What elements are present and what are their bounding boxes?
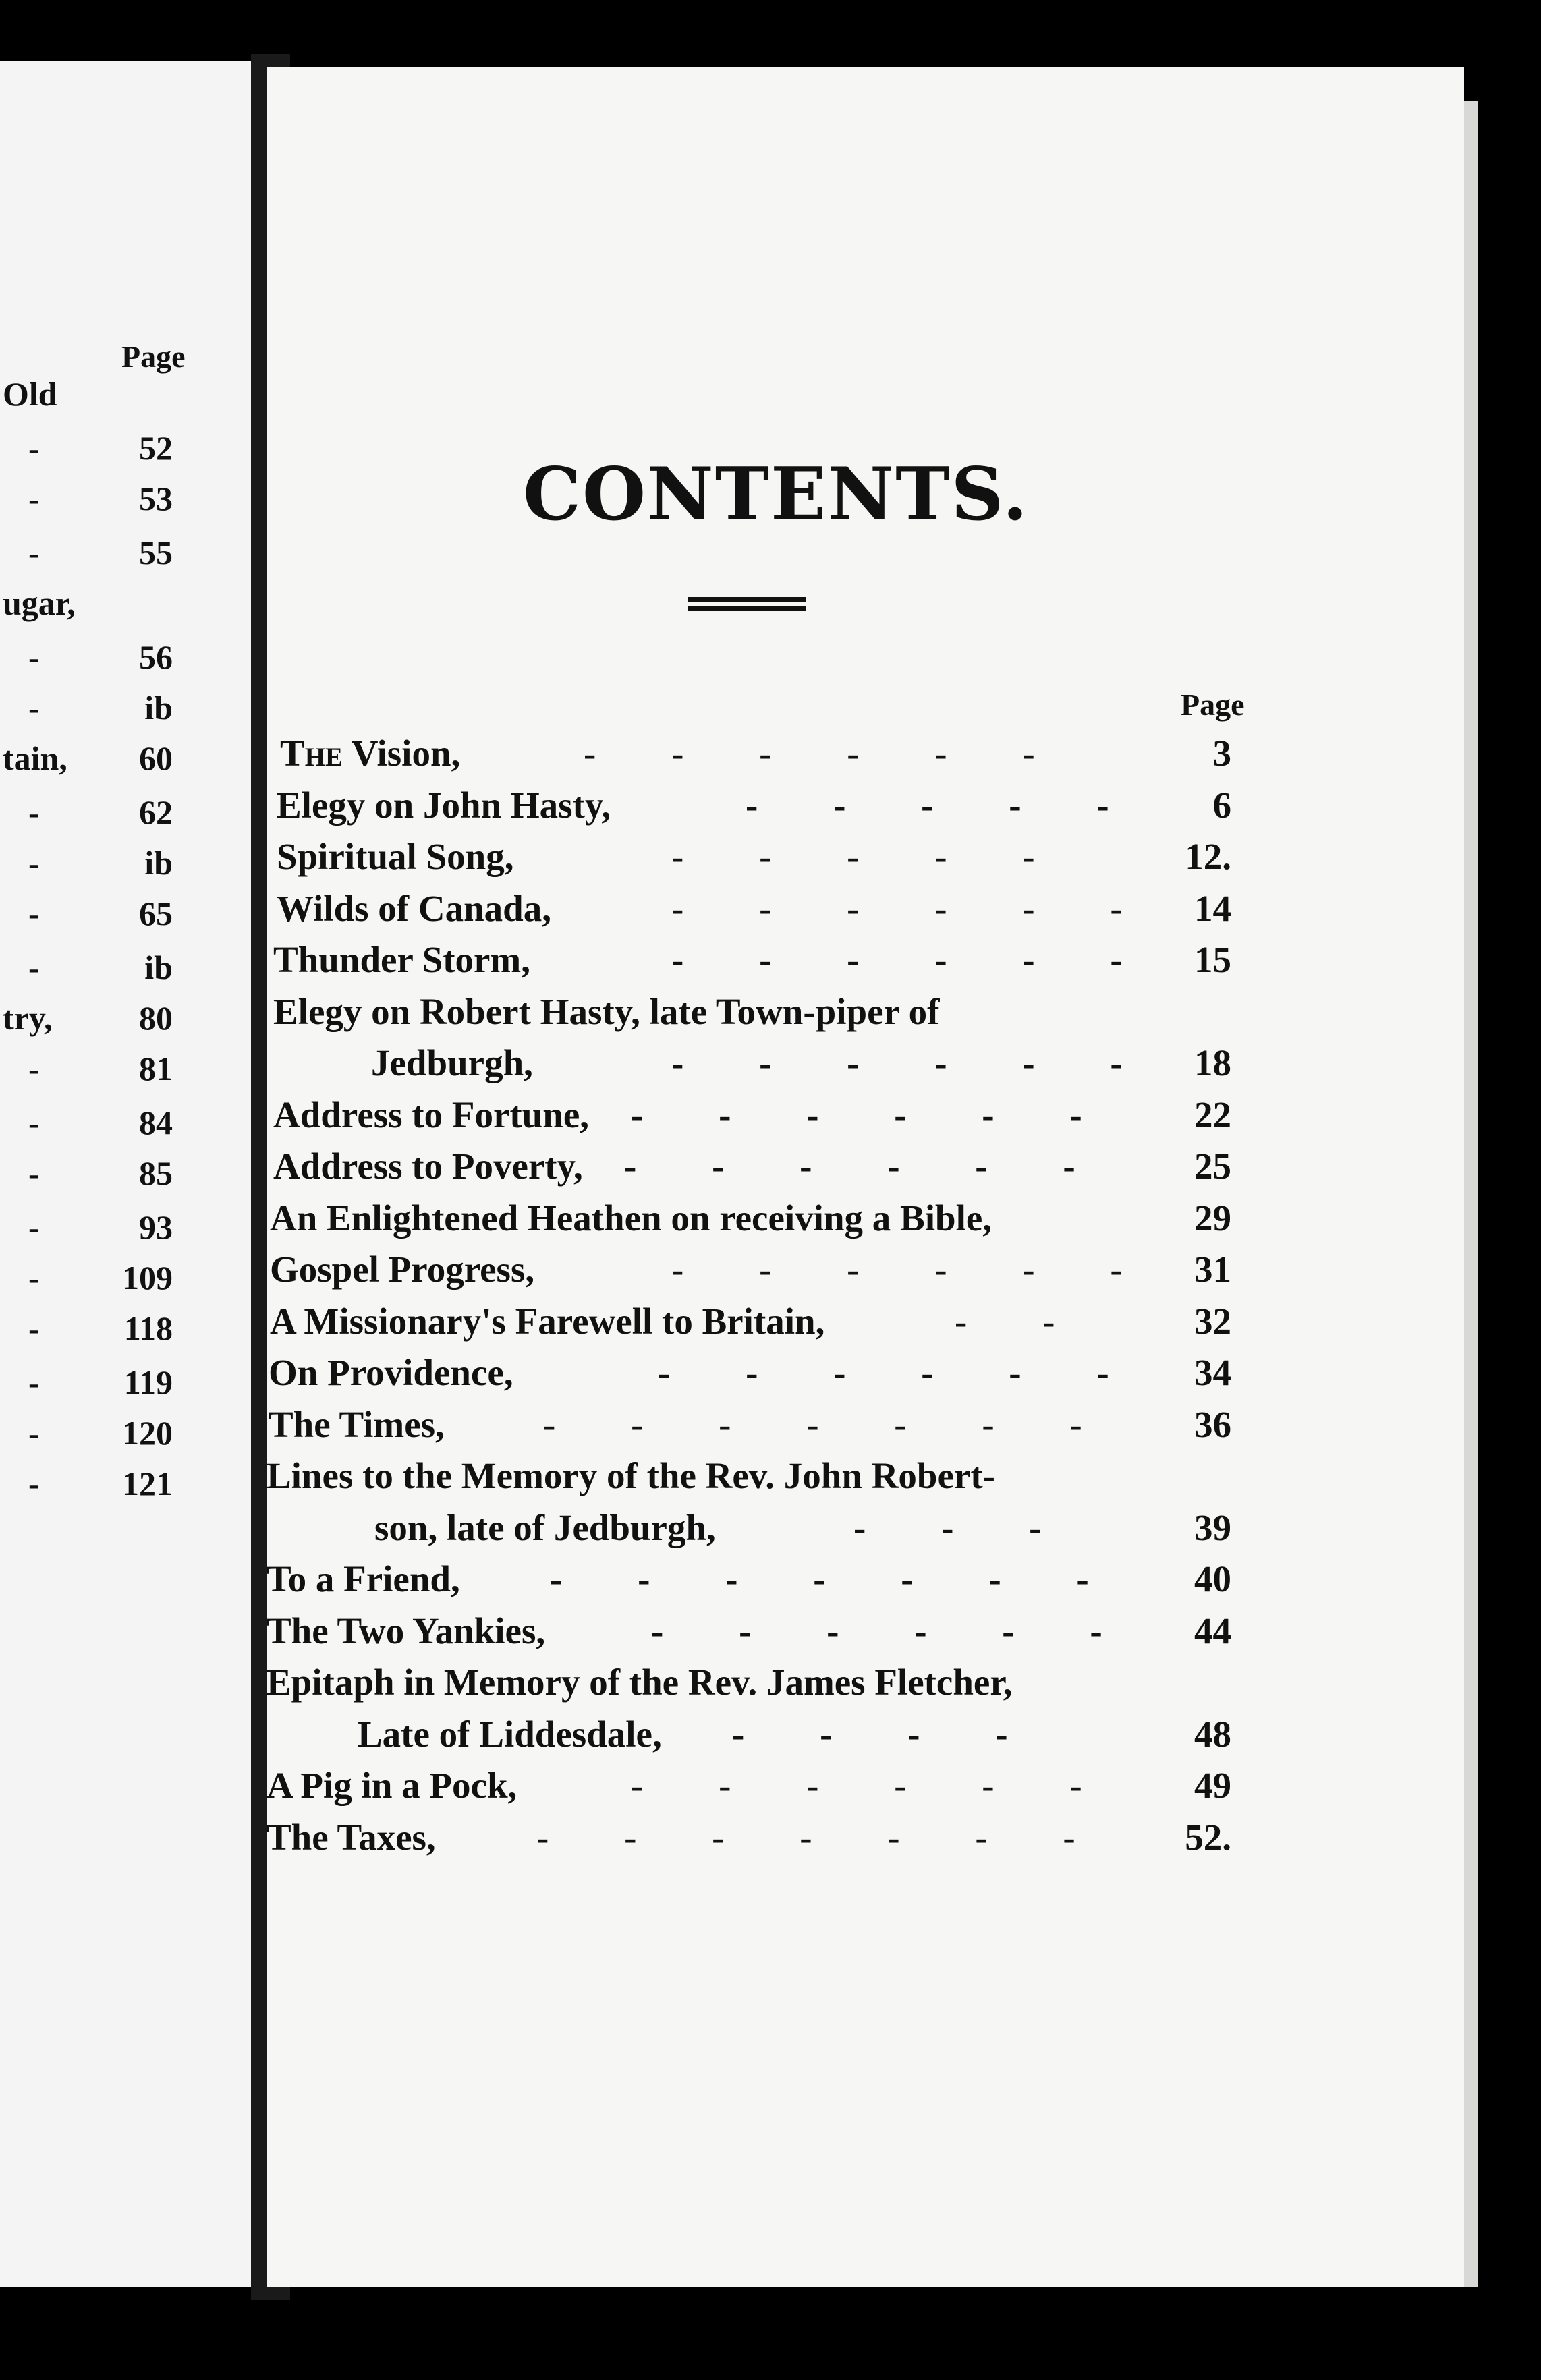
contents-entry-page: 39 [1194,1506,1231,1548]
contents-entry [267,1248,1231,1298]
contents-entry [267,732,1231,782]
left-item-page: 56 [139,638,173,676]
left-list-item [0,584,202,636]
left-item-leader: - [28,1465,40,1502]
left-item-leader: - [28,480,40,517]
contents-entry-page: 44 [1194,1610,1231,1651]
left-item-page: 60 [139,739,173,777]
contents-entry-leader: - - - - - - [658,1352,1109,1393]
contents-entry-leader: - - - - - - [624,1145,1075,1187]
contents-entry [267,1661,1231,1711]
left-item-leader: - [28,844,40,882]
left-item-page: 85 [139,1154,173,1192]
contents-page [267,67,1464,2287]
contents-entry-page: 31 [1194,1249,1231,1290]
contents-entry-leader: - - - - - [746,784,1109,826]
contents-entry-page: 29 [1194,1197,1231,1239]
left-item-leader: - [28,429,40,467]
left-list-item [0,793,202,845]
left-item-page: 62 [139,793,173,831]
contents-entry [267,1764,1231,1814]
left-item-leader: - [28,534,40,571]
left-list-item [0,1258,202,1311]
contents-entry [267,887,1231,937]
contents-entry-page: 6 [1212,784,1231,826]
left-item-page: 118 [123,1309,173,1347]
left-item-page: 53 [139,480,173,517]
left-item-page: 120 [122,1414,173,1452]
left-list-item [0,948,202,1000]
contents-entry-leader: - - - - - - [671,939,1123,980]
contents-entry [267,1403,1231,1453]
contents-entry-title: On Providence, [269,1352,513,1393]
contents-entry [267,1094,1231,1143]
left-list-item [0,1103,202,1156]
left-item-leader: - [28,638,40,676]
left-list-item [0,533,202,586]
contents-entry-title: Elegy on Robert Hasty, late Town-piper of [273,990,940,1032]
left-item-leader: - [28,1259,40,1297]
contents-entry-page: 49 [1194,1765,1231,1806]
contents-entry-title: The Taxes, [267,1816,436,1858]
contents-entry-leader: - - - - - - [671,1249,1123,1290]
contents-entry-title: A Pig in a Pock, [267,1765,517,1806]
left-list-item [0,1154,202,1206]
contents-entry-title: Late of Liddesdale, [358,1713,662,1755]
contents-entry-title: To a Friend, [267,1558,460,1599]
left-item-page: 84 [139,1104,173,1141]
left-item-page: 121 [122,1465,173,1502]
contents-entry-leader: - - - - - - [671,1042,1123,1083]
contents-entry-page: 36 [1194,1403,1231,1445]
left-item-leader: - [28,948,40,986]
left-item-page: 93 [139,1208,173,1246]
left-item-page: ib [144,689,173,727]
left-list-item [0,688,202,741]
contents-entry-leader: - - - - - - - [550,1558,1089,1599]
contents-entry-title: Elegy on John Hasty, [277,784,611,826]
entry-small-caps: he [304,733,343,774]
left-item-fragment: Old [3,375,57,413]
left-list-item [0,479,202,532]
contents-entry-leader: - - - - [732,1713,1008,1755]
contents-entry [267,1351,1231,1401]
left-item-leader: - [28,1050,40,1087]
left-list-item [0,1049,202,1102]
contents-title: CONTENTS. [523,452,1030,537]
contents-entry-page: 32 [1194,1300,1231,1342]
left-list-item [0,638,202,690]
left-item-fragment: ugar, [3,584,76,622]
left-item-page: 81 [139,1050,173,1087]
contents-entry-title: Address to Fortune, [273,1094,590,1135]
left-list-item [0,428,202,481]
contents-entry [267,1300,1231,1350]
contents-entry [267,1506,1231,1556]
contents-entry-page: 18 [1194,1042,1231,1083]
contents-entry-title: Jedburgh, [371,1042,533,1083]
left-list-item [0,374,202,427]
contents-entry [267,835,1231,885]
left-item-page: 52 [139,429,173,467]
contents-entry-leader: - - - - - - [631,1765,1082,1806]
contents-entry-title: Spiritual Song, [277,836,514,877]
left-item-leader: - [28,1309,40,1347]
left-list-item [0,998,202,1051]
left-facing-page [0,61,251,2287]
contents-entry [267,1558,1231,1608]
contents-entry-title: son, late of Jedburgh, [374,1506,716,1548]
contents-entry-title: An Enlightened Heathen on receiving a Bible, [270,1197,992,1239]
contents-entry-page: 40 [1194,1558,1231,1599]
left-item-leader: - [28,1414,40,1452]
contents-entry-leader: - - - [853,1506,1042,1548]
left-item-leader: - [28,1104,40,1141]
contents-entry [267,1197,1231,1247]
contents-entry-page: 22 [1194,1094,1231,1135]
contents-entry [267,1816,1231,1866]
contents-entry [267,1042,1231,1092]
contents-entry-leader: - - - - - - - [543,1403,1082,1445]
contents-entry [267,938,1231,988]
entry-initial: T [280,733,305,774]
left-item-page: 55 [139,534,173,571]
left-item-page: 119 [123,1363,173,1401]
left-item-fragment: try, [3,999,53,1037]
left-item-page: 65 [139,895,173,932]
left-item-leader: - [28,1208,40,1246]
contents-entry-title: The Two Yankies, [267,1610,546,1651]
contents-entry-leader: - - - - - - [671,887,1123,929]
contents-entry [267,1610,1231,1660]
left-list-item [0,1208,202,1260]
contents-entry-title: A Missionary's Farewell to Britain, [270,1300,825,1342]
page-column-label: Page [1181,687,1245,722]
contents-entry-page: 25 [1194,1145,1231,1187]
contents-entry-title: Wilds of Canada, [277,887,552,929]
left-item-leader: - [28,689,40,727]
left-list-item [0,843,202,896]
contents-entry-title: Epitaph in Memory of the Rev. James Fletcher, [267,1662,1013,1703]
contents-entry-leader: - - - - - - [631,1094,1082,1135]
left-list-item [0,1309,202,1361]
left-item-page: 109 [122,1259,173,1297]
contents-entry-leader: - - - - - - [584,733,1035,774]
contents-entry [267,1454,1231,1504]
contents-entry-page: 15 [1194,939,1231,980]
contents-entry-title: The Times, [269,1403,445,1445]
entry-text: Vision, [343,733,461,774]
contents-entry-title [280,732,460,774]
contents-entry [267,784,1231,834]
left-item-leader: - [28,1154,40,1192]
contents-entry-page: 3 [1212,733,1231,774]
contents-list [267,67,1464,2287]
contents-entry-leader: - - - - - - - [536,1816,1075,1858]
contents-entry [267,1713,1231,1763]
contents-entry-page: 14 [1194,887,1231,929]
left-item-fragment: tain, [3,739,67,777]
contents-entry-page: 34 [1194,1352,1231,1393]
left-item-page: ib [144,844,173,882]
left-item-leader: - [28,895,40,932]
left-list-item [0,894,202,946]
left-list-item [0,1464,202,1517]
contents-entry-title: Gospel Progress, [270,1249,535,1290]
contents-entry-leader: - - - - - [671,836,1035,877]
contents-entry-title: Thunder Storm, [273,939,530,980]
left-item-leader: - [28,1363,40,1401]
left-list-item [0,739,202,791]
contents-entry-title: Address to Poverty, [273,1145,583,1187]
contents-entry-page: 48 [1194,1713,1231,1755]
left-item-leader: - [28,793,40,831]
left-item-page: ib [144,948,173,986]
contents-entry-title: Lines to the Memory of the Rev. John Robert- [267,1455,995,1496]
contents-entry-leader: - - [955,1300,1055,1342]
contents-entry-leader: - - - - - - [651,1610,1102,1651]
left-list-item [0,1413,202,1466]
left-page-label: Page [121,339,186,374]
contents-entry-page: 12. [1185,836,1231,877]
left-list-item [0,1363,202,1415]
contents-entry [267,990,1231,1040]
contents-entry-page: 52. [1185,1816,1231,1858]
left-item-page: 80 [139,999,173,1037]
contents-entry [267,1145,1231,1195]
